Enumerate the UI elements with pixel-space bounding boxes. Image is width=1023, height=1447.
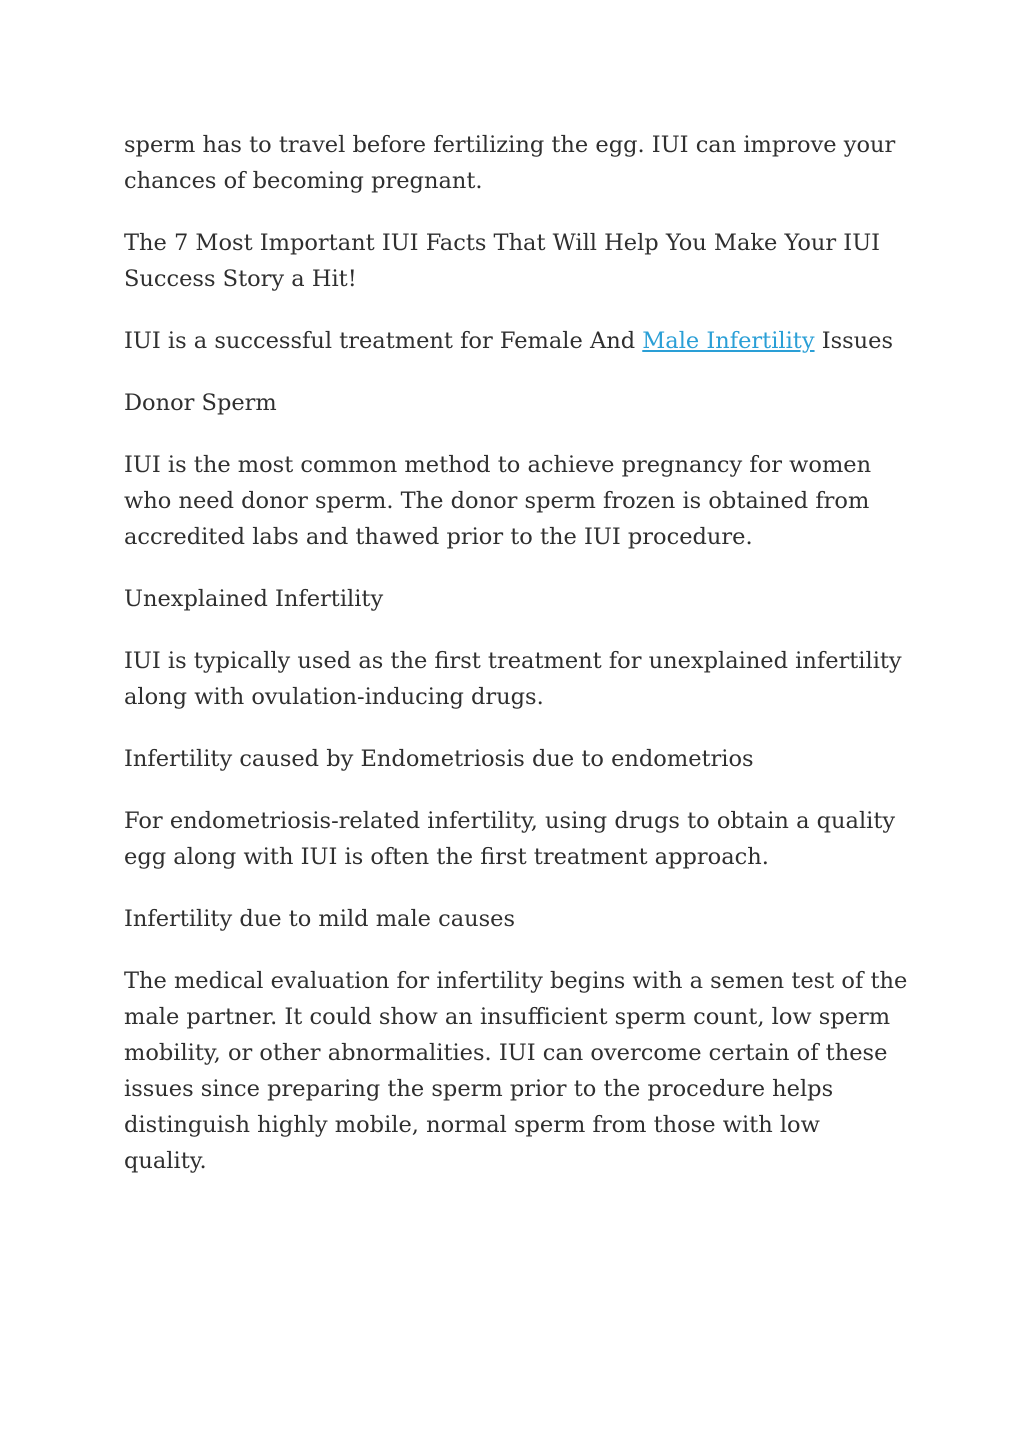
intro-line-2: chances of becoming pregnant. [124,168,483,194]
treatment-text-before: IUI is a successful treatment for Female And [124,328,643,354]
endo-line-2: egg along with IUI is often the first treatment approach. [124,844,769,870]
male-line-4: issues since preparing the sperm prior to the procedure helps [124,1076,834,1102]
facts-heading-line-1: The 7 Most Important IUI Facts That Will Help You Make Your IUI [124,230,881,256]
male-line-2: male partner. It could show an insufficient sperm count, low sperm [124,1004,891,1030]
endometriosis-paragraph [124,803,914,875]
unexplained-infertility-heading: Unexplained Infertility [124,586,384,612]
donor-line-2: who need donor sperm. The donor sperm frozen is obtained from [124,488,870,514]
male-line-5: distinguish highly mobile, normal sperm from those with low [124,1112,820,1138]
male-infertility-link[interactable]: Male Infertility [642,328,815,354]
donor-sperm-heading: Donor Sperm [124,390,277,416]
document-page [124,127,914,1205]
male-line-1: The medical evaluation for infertility begins with a semen test of the [124,968,908,994]
donor-line-3: accredited labs and thawed prior to the IUI procedure. [124,524,753,550]
male-causes-paragraph [124,963,914,1179]
donor-line-1: IUI is the most common method to achieve pregnancy for women [124,452,872,478]
facts-heading-line-2: Success Story a Hit! [124,266,357,292]
unexplained-line-2: along with ovulation-inducing drugs. [124,684,544,710]
treatment-text-after: Issues [814,328,894,354]
intro-paragraph [124,127,914,199]
male-causes-heading: Infertility due to mild male causes [124,906,516,932]
facts-heading [124,225,914,297]
male-line-6: quality. [124,1148,207,1174]
unexplained-line-1: IUI is typically used as the first treatment for unexplained infertility [124,648,902,674]
donor-sperm-paragraph [124,447,914,555]
endo-line-1: For endometriosis-related infertility, using drugs to obtain a quality [124,808,896,834]
intro-line-1: sperm has to travel before fertilizing the egg. IUI can improve your [124,132,896,158]
male-line-3: mobility, or other abnormalities. IUI can overcome certain of these [124,1040,888,1066]
treatment-paragraph [124,323,914,359]
endometriosis-heading: Infertility caused by Endometriosis due to endometrios [124,746,754,772]
unexplained-infertility-paragraph [124,643,914,715]
